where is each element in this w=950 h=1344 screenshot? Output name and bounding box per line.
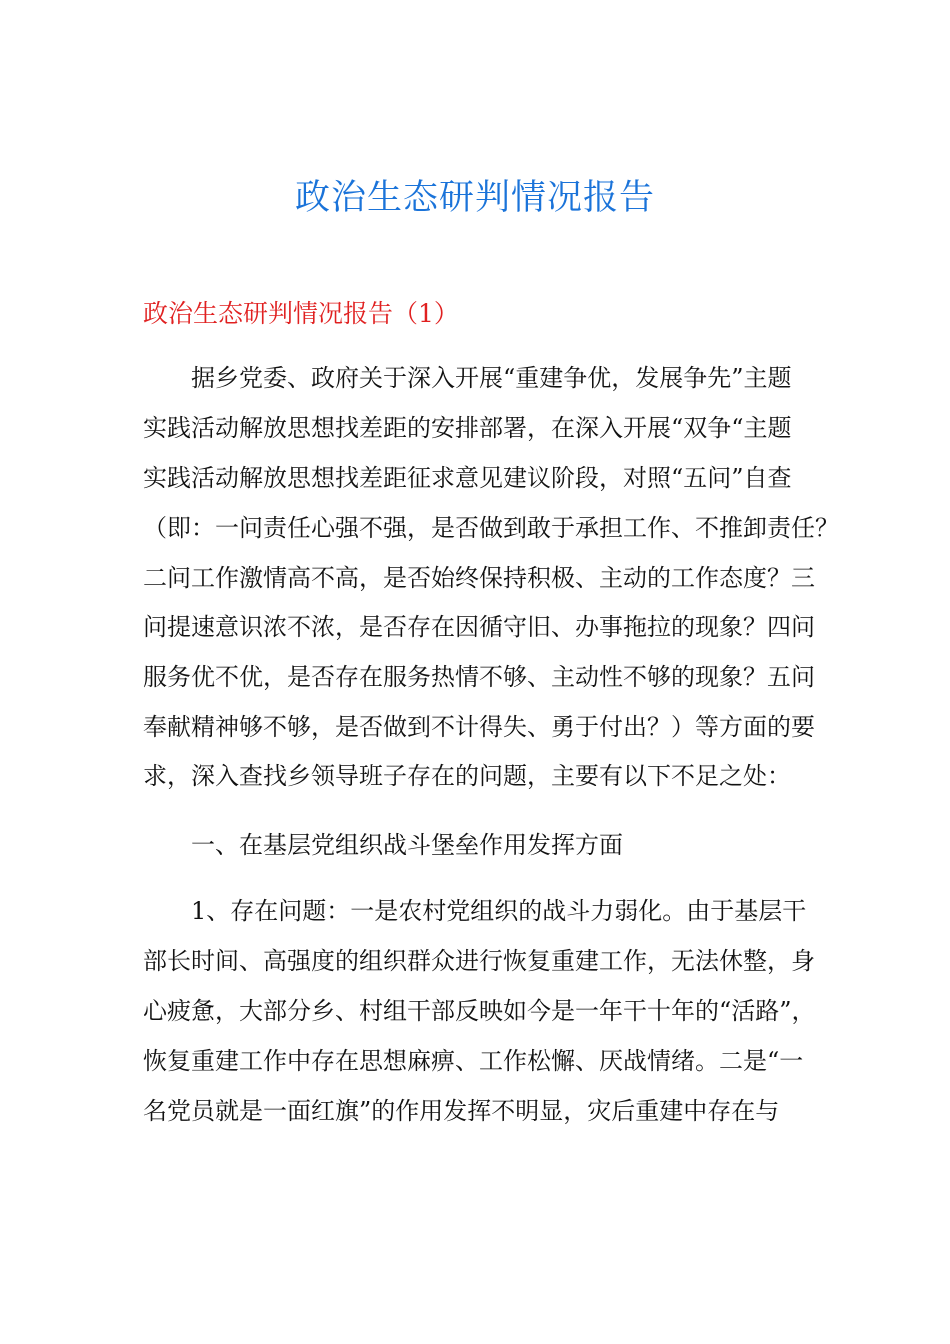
paragraph-line: 求，深入查找乡领导班子存在的问题，主要有以下不足之处：	[143, 762, 791, 790]
paragraph-line: 名党员就是一面红旗”的作用发挥不明显，灾后重建中存在与	[143, 1097, 780, 1125]
document-title: 政治生态研判情况报告	[294, 178, 655, 218]
paragraph-line: 部长时间、高强度的组织群众进行恢复重建工作，无法休整，身	[143, 947, 815, 975]
paragraph-line: 心疲惫，大部分乡、村组干部反映如今是一年干十年的“活路”，	[143, 997, 816, 1025]
section-heading: 一、在基层党组织战斗堡垒作用发挥方面	[191, 831, 623, 859]
paragraph-line: 实践活动解放思想找差距征求意见建议阶段，对照“五问”自查	[143, 464, 792, 492]
paragraph-line: 奉献精神够不够，是否做到不计得失、勇于付出？）等方面的要	[143, 713, 815, 741]
paragraph-line: 据乡党委、政府关于深入开展“重建争优，发展争先”主题	[191, 364, 792, 392]
paragraph-line: 实践活动解放思想找差距的安排部署，在深入开展“双争“主题	[143, 414, 792, 442]
paragraph-line: 问提速意识浓不浓，是否存在因循守旧、办事拖拉的现象？四问	[143, 613, 815, 641]
paragraph-line: （即：一问责任心强不强，是否做到敢于承担工作、不推卸责任？	[143, 514, 839, 542]
paragraph-line: 二问工作激情高不高，是否始终保持积极、主动的工作态度？三	[143, 564, 815, 592]
section-title: 政治生态研判情况报告（1）	[143, 299, 459, 328]
paragraph-line: 恢复重建工作中存在思想麻痹、工作松懈、厌战情绪。二是“一	[143, 1047, 804, 1075]
paragraph-line: 1、存在问题：一是农村党组织的战斗力弱化。由于基层干	[191, 897, 807, 925]
paragraph-line: 服务优不优，是否存在服务热情不够、主动性不够的现象？五问	[143, 663, 815, 691]
